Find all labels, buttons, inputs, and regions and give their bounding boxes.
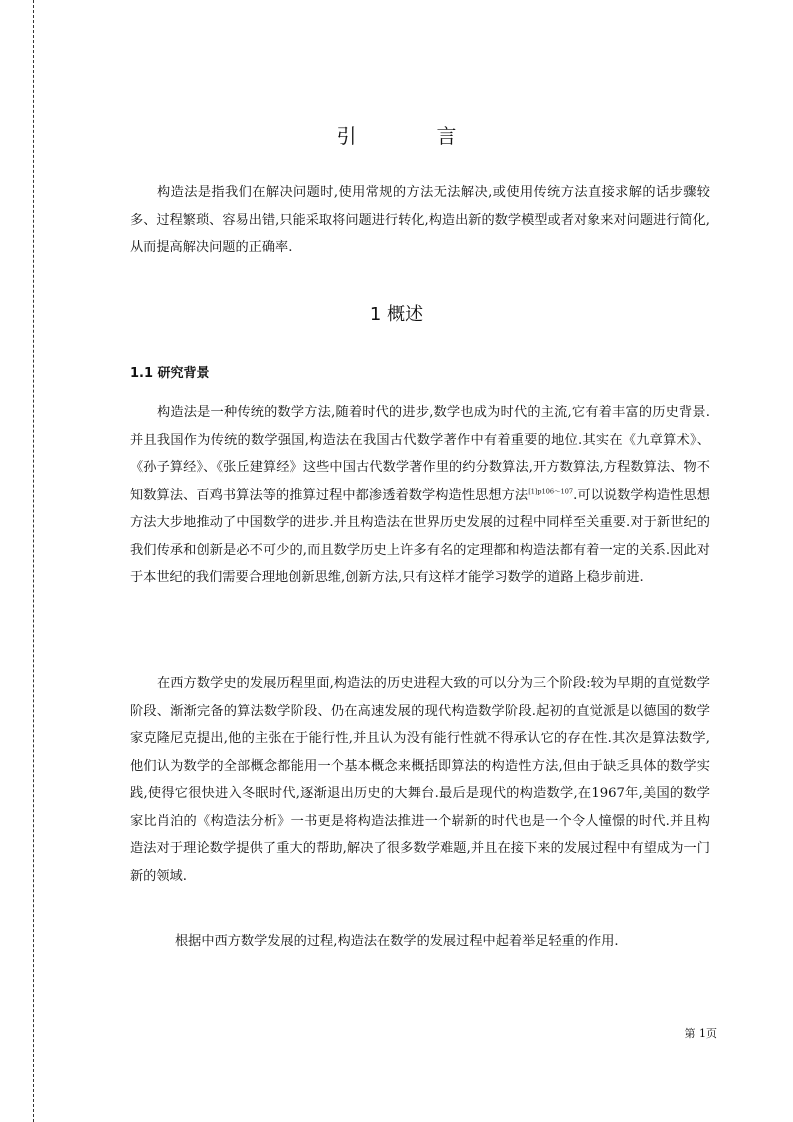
page-title: 引 言 <box>336 124 487 148</box>
citation-superscript: [1]p106～107 <box>528 487 574 496</box>
page-number: 第 1页 <box>684 1027 717 1040</box>
paragraph-text: 构造法是一种传统的数学方法,随着时代的进步,数学也成为时代的主流,它有着丰富的历史背景.并且我国作为传统的数学强国,构造法在我国古代数学著作中有着重要的地位.其实在《九章算术》、《孙子算经》、《张丘建算经》这些中国古代数学著作里的约分数算法,开方数算法,方程数算法、物不知数算法、百鸡书算法等的推算过程中都渗透着数学构造性思想方法 <box>130 405 710 503</box>
intro-paragraph: 构造法是指我们在解决问题时,使用常规的方法无法解决,或使用传统方法直接求解的话步骤较多、过程繁琐、容易出错,只能采取将问题进行转化,构造出新的数学模型或者对象来对问题进行简化,从而提高解决问题的正确率. <box>130 185 710 255</box>
section-title: 1 概述 <box>369 304 424 325</box>
binding-margin-line <box>33 0 34 1122</box>
paragraph-text: .可以说数学构造性思想方法大步地推动了中国数学的进步.并且构造法在世界历史发展的过程中同样至关重要.对于新世纪的我们传承和创新是必不可少的,而且数学历史上许多有名的定理都和构造法都有着一定的关系.因此对于本世纪的我们需要合理地创新思维,创新方法,只有这样才能学习数学的道路上稳步前进. <box>130 487 710 585</box>
background-paragraph-3: 根据中西方数学发展的过程,构造法在数学的发展过程中起着举足轻重的作用. <box>175 934 619 949</box>
background-paragraph-1 <box>130 399 710 592</box>
background-paragraph-2: 在西方数学史的发展历程里面,构造法的历史进程大致的可以分为三个阶段:较为早期的直觉数学阶段、渐渐完备的算法数学阶段、仍在高速发展的现代构造数学阶段.起初的直觉派是以德国的数学家克隆尼克提出,他的主张在于能行性,并且认为没有能行性就不得承认它的存在性.其次是算法数学,他们认为数学的全部概念都能用一个基本概念来概括即算法的构造性方法,但由于缺乏具体的数学实践,使得它很快进入冬眠时代,逐渐退出历史的大舞台.最后是现代的构造数学,在1967年,美国的数学家比肖泊的《构造法分析》一书更是将构造法推进一个崭新的时代也是一个令人憧憬的时代.并且构造法对于理论数学提供了重大的帮助,解决了很多数学难题,并且在接下来的发展过程中有望成为一门新的领域. <box>130 676 710 884</box>
subsection-title: 1.1 研究背景 <box>130 366 210 381</box>
